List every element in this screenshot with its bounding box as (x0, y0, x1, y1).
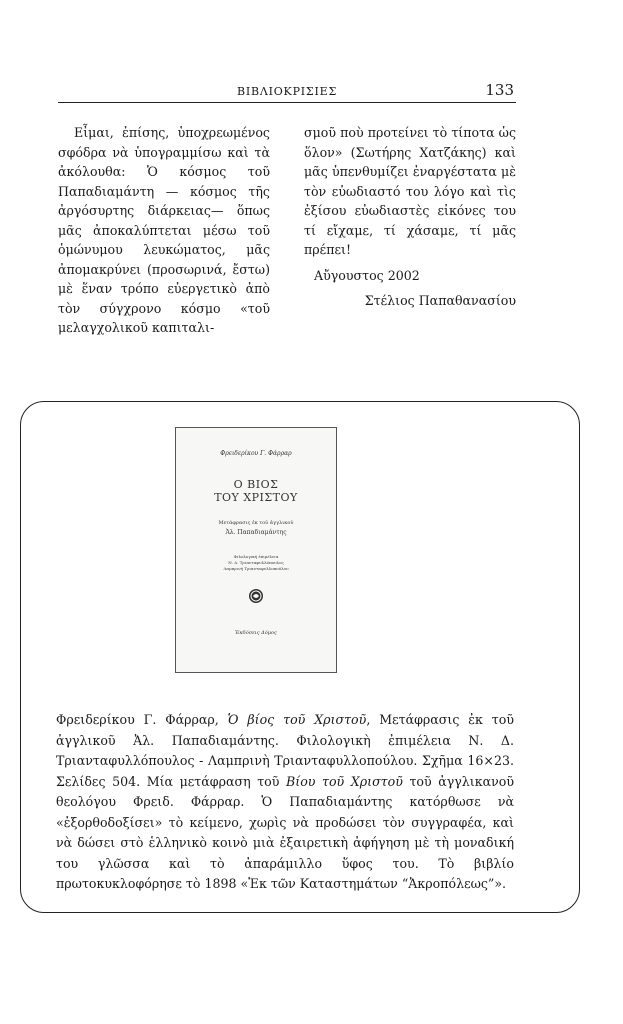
cover-title-line1: Ο ΒΙΟΣ (233, 478, 279, 491)
book-description-part1: Φρειδερίκου Γ. Φάρραρ, (56, 712, 228, 727)
book-description (56, 710, 514, 895)
publisher-emblem-icon (248, 588, 264, 604)
right-column (304, 123, 516, 311)
author-signature: Στέλιος Παπαθανασίου (364, 293, 516, 308)
cover-editor-line: Λαμπρινή Τριανταφυλλοπούλου (223, 566, 289, 571)
book-description-title-2: Βίου τοῦ Χριστοῦ (286, 773, 403, 789)
right-column-text: σμοῦ ποὺ προτείνει τὸ τίποτα ὡς ὅλον» (Σωτήρης Χατζάκης) καὶ μᾶς ὑπενθυμίζει ἐναργέστατα μὲ τὸν εὐωδιαστό του λόγο καὶ τὶς ἐξίσου εὐωδιαστὲς εἰκόνες του τί εἴχαμε, τί χάσαμε, τί μᾶς πρέπει! (304, 125, 516, 257)
cover-title-line2: ΤΟΥ ΧΡΙΣΤΟΥ (214, 491, 298, 504)
page-number: 133 (485, 81, 514, 99)
book-description-title: Ὁ βίος τοῦ Χριστοῦ (227, 712, 367, 727)
page-header (58, 80, 516, 103)
article-date: Αὔγουστος 2002 (314, 267, 420, 283)
cover-publisher: Ἐκδόσεις Δόμος (235, 630, 277, 636)
book-description-part3: τοῦ ἀγγλικανοῦ θεολόγου Φρειδ. Φάρραρ. Ὁ Παπαδιαμάντης κατόρθωσε νὰ «ἐξορθοδοξίσει» τὸ κείμενο, χωρὶς νὰ προδώσει τὸν συγγραφέα, καὶ νὰ δώσει στὸ ἑλληνικὸ κοινὸ μιὰ ἐξαιρετικὴ ἀφήγηση μὲ τὴ μοναδική του γλῶσσα καὶ τὸ ἀπαράμιλλο ὕφος του. Τὸ βιβλίο πρωτοκυκλοφόρησε τὸ 1898 «Ἐκ τῶν Καταστημάτων “Ἀκροπόλεως”». (56, 773, 514, 891)
left-column (58, 123, 270, 338)
left-column-text: Εἶμαι, ἐπίσης, ὑποχρεωμένος σφόδρα νὰ ὑπογραμμίσω καὶ τὰ ἀκόλουθα: Ὁ κόσμος τοῦ Παπαδιαμάντη — κόσμος τῆς ἀργόσυρτης διάρκειας— ὅπως μᾶς ἀποκαλύπτεται μέσω τοῦ ὁμώνυμου λευκώματος, μᾶς ἀπομακρύνει (προσωρινά, ἔστω) μὲ ἕναν τρόπο εὐεργετικὸ ἀπὸ τὸν σύγχρονο κόσμο «τοῦ μελαγχολικοῦ καπιταλι- (58, 125, 270, 335)
cover-editors (176, 554, 336, 572)
cover-translation-line2: Ἀλ. Παπαδιαμάντης (225, 529, 287, 536)
book-cover-image (175, 427, 337, 673)
cover-translation-line1: Μετάφρασις ἐκ τοῦ ἀγγλικοῦ (218, 520, 294, 526)
cover-author: Φρειδερίκου Γ. Φάρραρ (220, 450, 292, 457)
cover-editor-line: Φιλολογική ἐπιμέλεια (233, 554, 279, 559)
cover-editor-line: Ν. Δ. Τριανταφυλλόπουλος (228, 560, 284, 565)
running-title: ΒΙΒΛΙΟΚΡΙΣΙΕΣ (236, 85, 338, 98)
book-description-part2: , Μετάφρασις ἐκ τοῦ ἀγγλικοῦ Ἀλ. Παπαδιαμάντης. Φιλολογικὴ ἐπιμέλεια Ν. Δ. Τριανταφυλλόπουλος - Λαμπρινὴ Τριανταφυλλοπούλου. Σχῆμα 16×23. Σελίδες 504. Μία μετάφραση τοῦ (56, 712, 514, 789)
